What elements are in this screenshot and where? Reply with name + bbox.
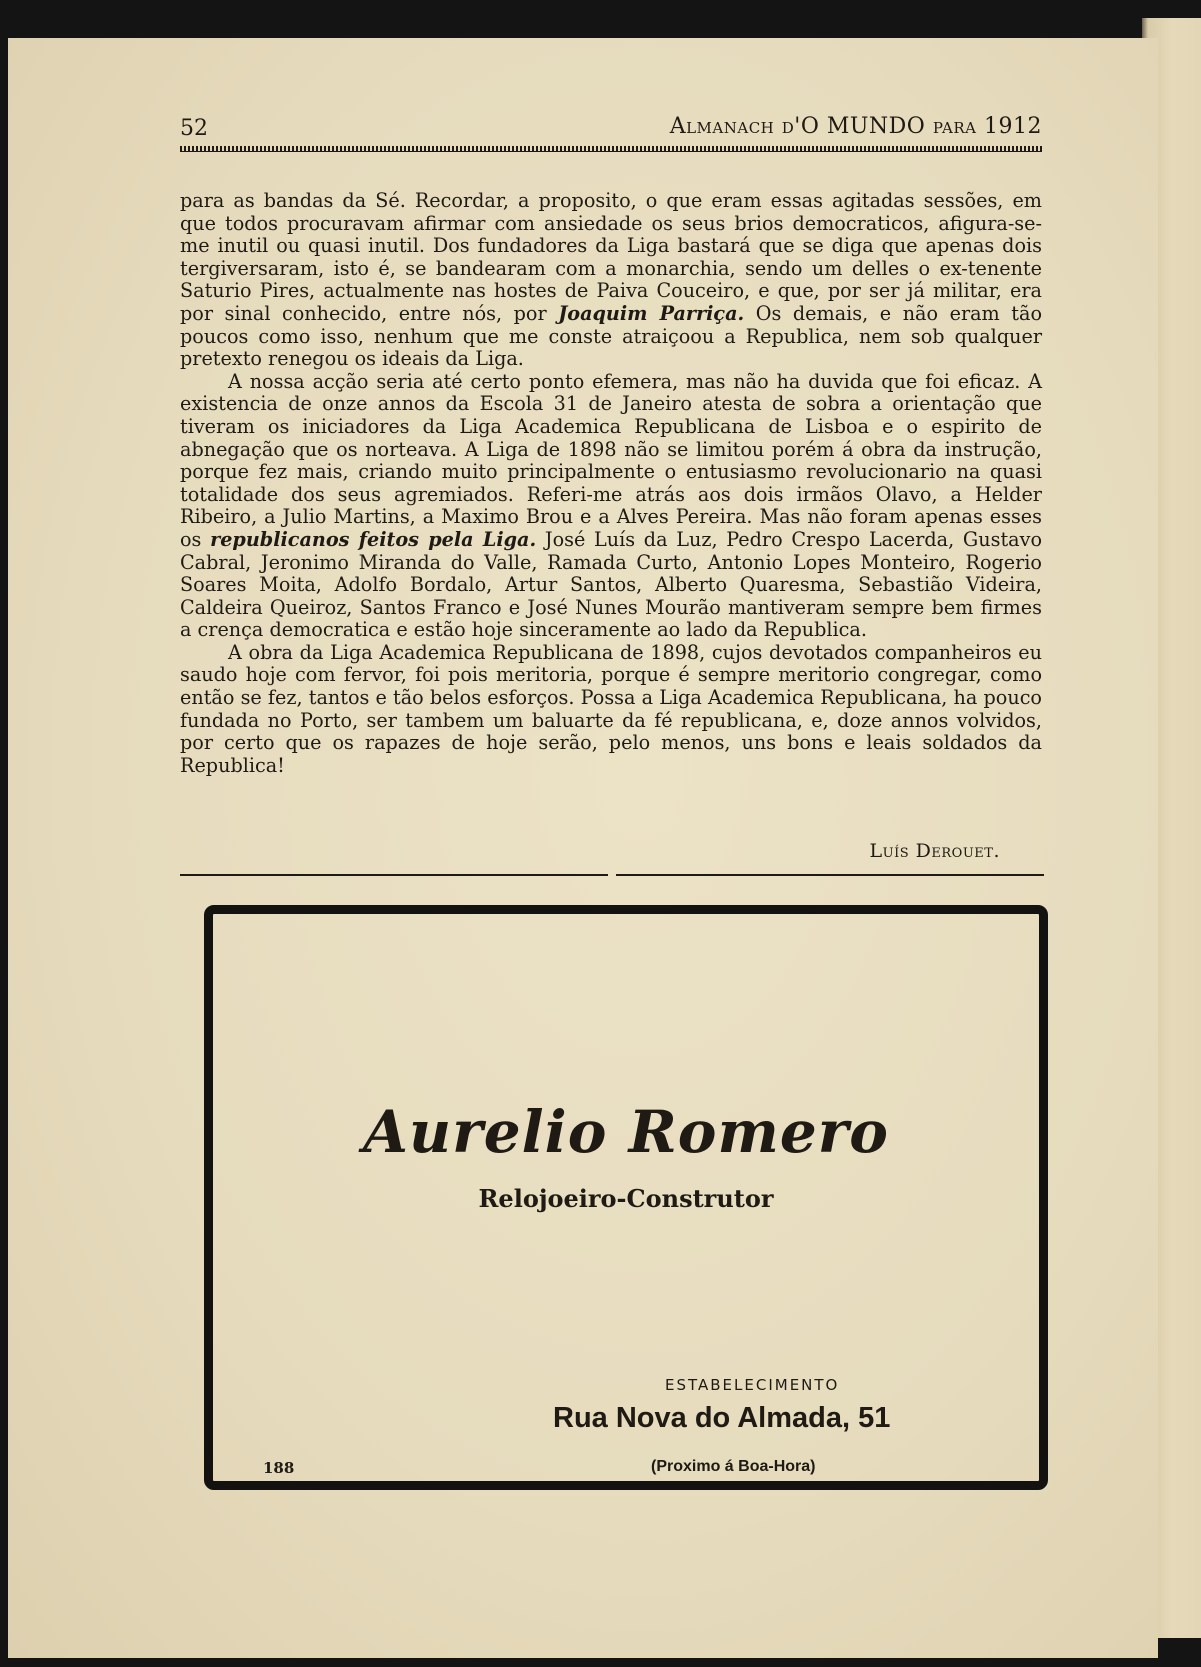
advertisement-number: 188: [263, 1459, 295, 1477]
article-paragraph-1: [180, 190, 1042, 371]
author-signature: Luís Derouet.: [869, 840, 1000, 862]
advertiser-name: Aurelio Romero: [363, 1098, 889, 1166]
establishment-label: ESTABELECIMENTO: [665, 1376, 840, 1394]
article-paragraph-3: A obra da Liga Academica Republicana de 1898, cujos devotados companheiros eu saudo hoje com fervor, foi pois meritoria, porque é sempre meritorio congregar, como então se fez, tantos e tão belos esforços. Possa a Liga Academica Republicana, ha pouco fundada no Porto, ser tambem um baluarte da fé republicana, e, doze annos volvidos, por certo que os rapazes de hoje serão, pelo menos, uns bons e leais soldados da Republica!: [180, 640, 1042, 777]
advertisement-box: [204, 905, 1048, 1490]
paragraph-1-text-b: Os demais, e não eram tão poucos como isso, nenhum que me conste atraiçoou a Republica, nem sob qualquer pretexto renegou os ideais da Liga.: [180, 301, 1042, 371]
paragraph-2-italic: republicanos feitos pela Liga.: [210, 527, 537, 551]
advertiser-trade: Relojoeiro-Construtor: [478, 1184, 774, 1213]
almanac-page: [8, 38, 1158, 1658]
establishment-address: Rua Nova do Almada, 51: [553, 1402, 891, 1434]
article-paragraph-2: [180, 371, 1042, 642]
paragraph-1-text-a: para as bandas da Sé. Recordar, a proposito, o que eram essas agitadas sessões, em que todos procuravam afirmar com ansiedade os seus brios democraticos, afigura-se-me inutil ou quasi inutil. Dos fundadores da Liga bastará que se diga que apenas dois tergiversaram, isto é, se bandearam com a monarchia, sendo um delles o ex-tenente Saturio Pires, actualmente nas hostes de Paiva Couceiro, e que, por ser já militar, era por sinal conhecido, entre nós, por: [180, 189, 1042, 325]
paragraph-2-text-b: José Luís da Luz, Pedro Crespo Lacerda, Gustavo Cabral, Jeronimo Miranda do Valle, Ramada Curto, Antonio Lopes Monteiro, Rogerio Soares Moita, Adolfo Bordalo, Artur Santos, Alberto Quaresma, Sebastião Videira, Caldeira Queiroz, Santos Franco e José Nunes Mourão mantiveram sempre bem firmes a crença democratica e estão hoje sinceramente ao lado da Republica.: [180, 527, 1042, 642]
page-header: [180, 110, 1042, 144]
paragraph-2-text-a: A nossa acção seria até certo ponto efemera, mas não ha duvida que foi eficaz. A existencia de onze annos da Escola 31 de Janeiro atesta de sobra a orientação que tiveram os iniciadores da Liga Academica Republicana de Lisboa e o espirito de abnegação que os norteava. A Liga de 1898 não se limitou porém á obra da instrução, porque fez mais, criando muito principalmente o entusiasmo revolucionario na quasi totalidade dos seus agremiados. Referi-me atrás aos dois irmãos Olavo, a Helder Ribeiro, a Julio Martins, a Maximo Brou e a Alves Pereira. Mas não foram apenas esses os: [180, 369, 1042, 551]
header-ornamental-rule: [180, 146, 1042, 152]
section-divider-right: [616, 874, 1044, 876]
article-body: [180, 190, 1042, 777]
running-title: Almanach d'O MUNDO para 1912: [669, 114, 1042, 139]
address-note: (Proximo á Boa-Hora): [651, 1458, 816, 1475]
section-divider-left: [180, 874, 608, 876]
page-number: 52: [180, 116, 208, 141]
paragraph-1-italic: Joaquim Parriça.: [558, 301, 745, 325]
